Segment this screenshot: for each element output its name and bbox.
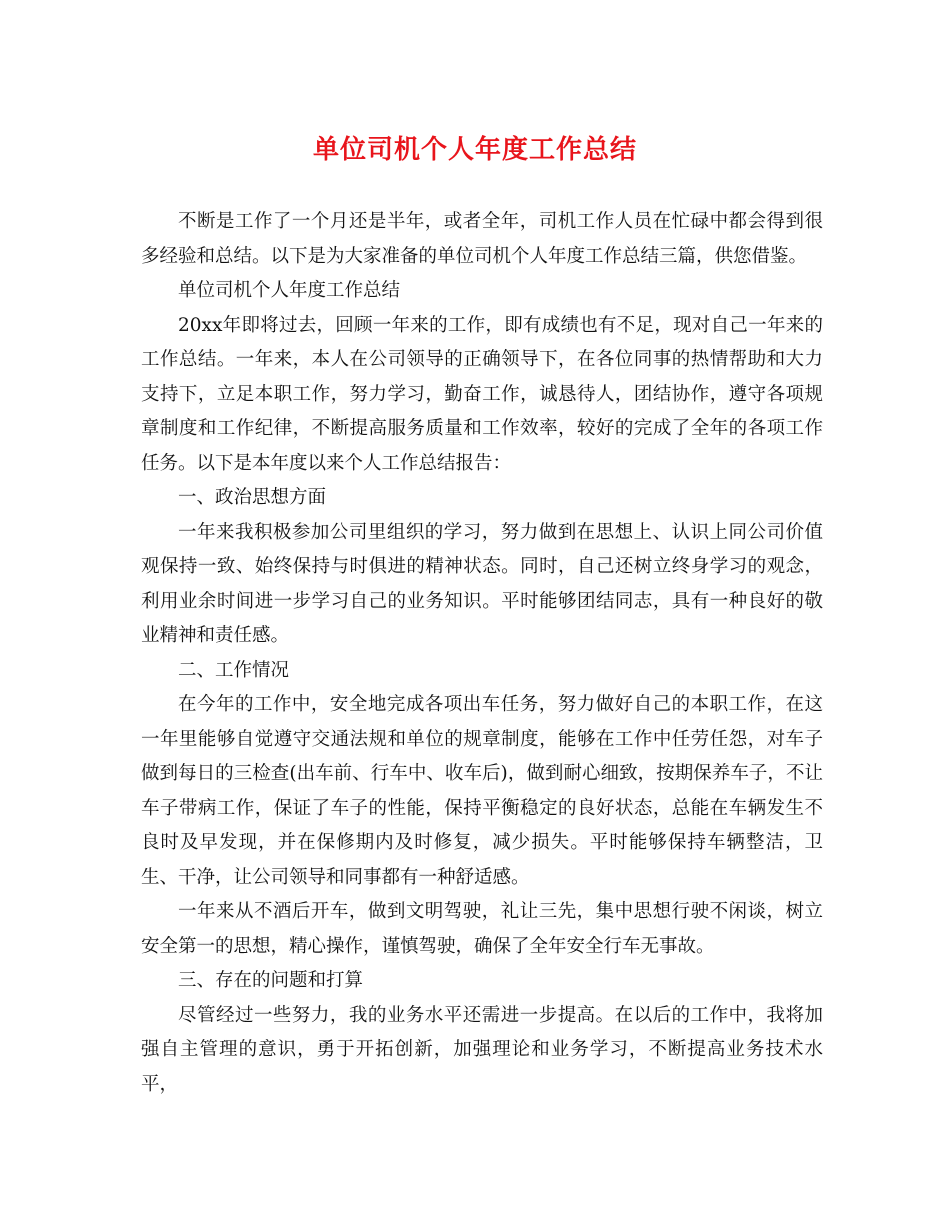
document-title: 单位司机个人年度工作总结	[312, 135, 637, 165]
paragraph-overview: 20xx年即将过去，回顾一年来的工作，即有成绩也有不足，现对自己一年来的工作总结。一年来，本人在公司领导的正确领导下，在各位同事的热情帮助和大力支持下，立足本职工作，努力学习，勤奋工作，诚恳待人，团结协作，遵守各项规章制度和工作纪律，不断提高服务质量和工作效率，较好的完成了全年的各项工作任务。以下是本年度以来个人工作总结报告：	[141, 314, 823, 474]
section-heading-issues: 三、存在的问题和打算	[178, 970, 364, 991]
paragraph-intro: 不断是工作了一个月还是半年，或者全年，司机工作人员在忙碌中都会得到很多经验和总结。以下是为大家准备的单位司机个人年度工作总结三篇，供您借鉴。	[141, 211, 823, 267]
paragraph-politics: 一年来我积极参加公司里组织的学习，努力做到在思想上、认识上同公司价值观保持一致、始终保持与时俱进的精神状态。同时，自己还树立终身学习的观念，利用业余时间进一步学习自己的业务知识。平时能够团结同志，具有一种良好的敬业精神和责任感。	[141, 521, 823, 646]
paragraph-work: 在今年的工作中，安全地完成各项出车任务，努力做好自己的本职工作，在这一年里能够自觉遵守交通法规和单位的规章制度，能够在工作中任劳任怨，对车子做到每日的三检查(出车前、行车中、收车后)，做到耐心细致，按期保养车子，不让车子带病工作，保证了车子的性能，保持平衡稳定的良好状态，总能在车辆发生不良时及早发现，并在保修期内及时修复，减少损失。平时能够保持车辆整洁，卫生、干净，让公司领导和同事都有一种舒适感。	[141, 694, 823, 888]
paragraph-subtitle: 单位司机个人年度工作总结	[178, 280, 401, 301]
section-heading-work: 二、工作情况	[178, 659, 290, 681]
section-heading-politics: 一、政治思想方面	[178, 487, 327, 508]
document-body	[141, 205, 823, 1102]
paragraph-issues: 尽管经过一些努力，我的业务水平还需进一步提高。在以后的工作中，我将加强自主管理的意识，勇于开拓创新，加强理论和业务学习，不断提高业务技术水平，	[141, 1004, 823, 1095]
paragraph-safety: 一年来从不酒后开车，做到文明驾驶，礼让三先，集中思想行驶不闲谈，树立安全第一的思想，精心操作，谨慎驾驶，确保了全年安全行车无事故。	[141, 901, 823, 957]
